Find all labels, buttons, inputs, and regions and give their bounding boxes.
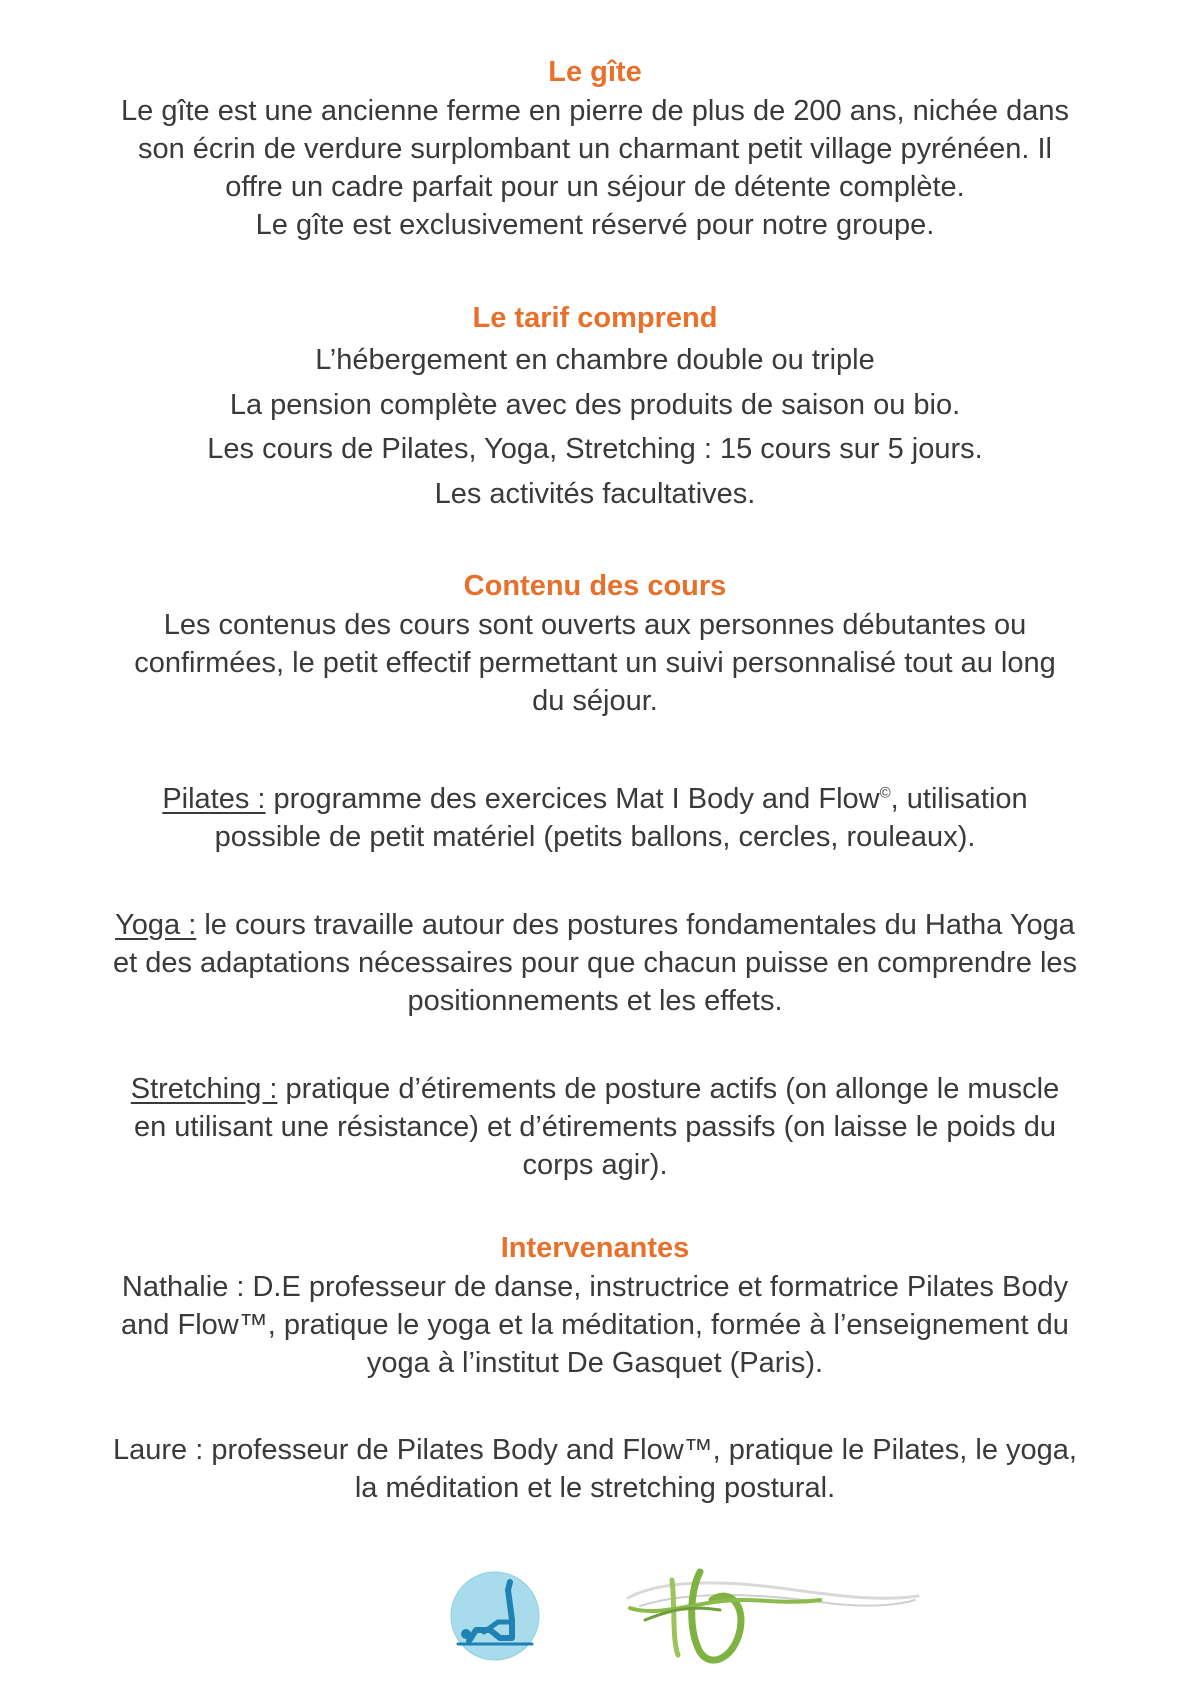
stretching-text: pratique d’étirements de posture actifs (on allonge le muscle [277,1073,1060,1105]
stretching-line: corps agir). [522,1149,668,1181]
copyright-mark: © [879,784,891,802]
laure-description [60,1431,1130,1507]
heading-contenu: Contenu des cours [463,570,727,602]
nathalie-line: and Flow™, pratique le yoga et la méditation, formée à l’enseignement du [121,1309,1069,1341]
section-intervenantes [60,1228,1130,1382]
gite-line: offre un cadre parfait pour un séjour de détente complète. [225,171,965,203]
stretching-line [60,1070,1130,1108]
laure-line: la méditation et le stretching postural. [354,1472,836,1504]
tarif-item: La pension complète avec des produits de saison ou bio. [229,388,961,421]
pilates-label: Pilates : [162,783,266,815]
contenu-line: confirmées, le petit effectif permettant un suivi personnalisé tout au long [134,647,1056,679]
tarif-item: Les cours de Pilates, Yoga, Stretching : 15 cours sur 5 jours. [207,433,983,465]
gite-line: Le gîte est exclusivement réservé pour notre groupe. [255,209,935,241]
section-contenu [60,566,1130,720]
stretching-description [60,1070,1130,1184]
yoga-line [60,906,1130,944]
heading-gite: Le gîte [548,56,642,88]
pilates-line: possible de petit matériel (petits ballons, cercles, rouleaux). [214,821,976,853]
logos [0,1560,1190,1670]
section-gite [60,52,1130,244]
gite-line: son écrin de verdure surplombant un charmant petit village pyrénéen. Il [137,133,1052,165]
contenu-line: Les contenus des cours sont ouverts aux personnes débutantes ou [163,609,1027,641]
heading-intervenantes: Intervenantes [500,1232,690,1264]
gite-line: Le gîte est une ancienne ferme en pierre de plus de 200 ans, nichée dans [121,95,1069,127]
pilates-text-end: , utilisation [890,783,1028,815]
logos-svg [0,1560,1190,1670]
pilates-text: programme des exercices Mat I Body and Flow [265,783,880,815]
stretching-label: Stretching : [130,1073,278,1105]
nathalie-line: Nathalie : D.E professeur de danse, instructrice et formatrice Pilates Body [121,1271,1069,1303]
nathalie-line: yoga à l’institut De Gasquet (Paris). [366,1347,824,1379]
contenu-line: du séjour. [532,685,658,717]
yoga-line: positionnements et les effets. [407,985,783,1017]
laure-line: Laure : professeur de Pilates Body and Flow™, pratique le Pilates, le yoga, [113,1434,1077,1466]
heading-tarif: Le tarif comprend [472,302,718,334]
section-tarif [60,298,1130,516]
pilates-pose-logo-icon [451,1572,539,1660]
pilates-description [60,780,1130,856]
pilates-line [60,780,1130,818]
yoga-label: Yoga : [115,909,197,941]
yoga-line: et des adaptations nécessaires pour que chacun puisse en comprendre les [112,947,1078,979]
tarif-item: L’hébergement en chambre double ou triple [315,344,875,376]
green-swirl-logo-icon [628,1572,918,1660]
yoga-description [60,906,1130,1020]
yoga-text: le cours travaille autour des postures fondamentales du Hatha Yoga [196,909,1075,941]
stretching-line: en utilisant une résistance) et d’étirements passifs (on laisse le poids du [133,1111,1057,1143]
tarif-item: Les activités facultatives. [434,477,756,510]
